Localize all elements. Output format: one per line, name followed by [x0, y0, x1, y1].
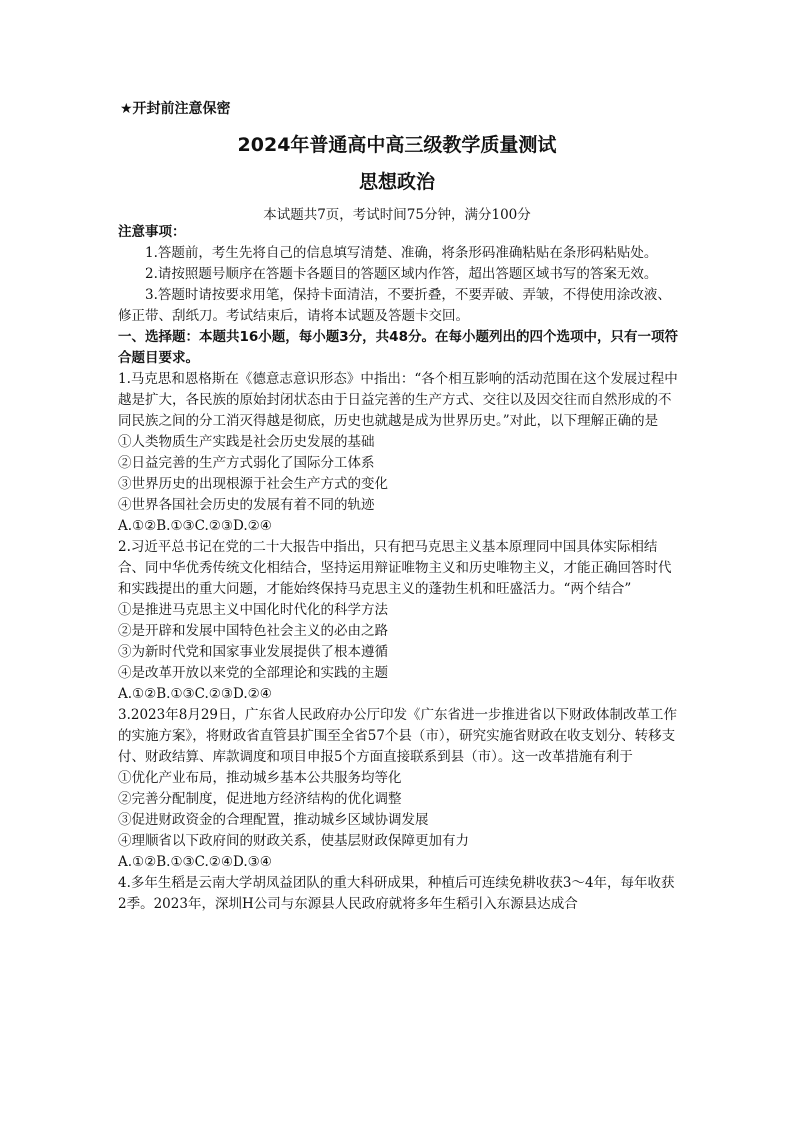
section-heading: 一、选择题：本题共16小题，每小题3分，共48分。在每小题列出的四个选项中，只有一项符合题目要求。 [118, 329, 678, 366]
option-item: ④世界各国社会历史的发展有着不同的轨迹 [118, 497, 375, 513]
question-stem: 2.习近平总书记在党的二十大报告中指出，只有把马克思主义基本原理同中国具体实际相结合、同中华优秀传统文化相结合，坚持运用辩证唯物主义和历史唯物主义，才能正确回答时代和实践提出的重大问题，才能始终保持马克思主义的蓬勃生机和旺盛活力。“两个结合” [118, 539, 672, 597]
answer-choices: A.①②B.①③C.②③D.②④ [118, 518, 272, 534]
question-4 [118, 873, 682, 915]
question-stem: 1.马克思和恩格斯在《德意志意识形态》中指出：“各个相互影响的活动范围在这个发展过程中越是扩大，各民族的原始封闭状态由于日益完善的生产方式、交往以及因交往而自然形成的不同民族之间的分工消灭得越是彻底，历史也就越是成为世界历史。”对此，以下理解正确的是 [118, 371, 678, 429]
question-stem: 4.多年生稻是云南大学胡凤益团队的重大科研成果，种植后可连续免耕收获3～4年，每年收获2季。2023年，深圳H公司与东源县人民政府就将多年生稻引入东源县达成合 [118, 875, 675, 912]
subject-title: 思想政治 [358, 171, 435, 193]
question-1 [118, 369, 682, 537]
question-stem: 3.2023年8月29日，广东省人民政府办公厅印发《广东省进一步推进省以下财政体制改革工作的实施方案》，将财政省直管县扩围至全省57个县（市），研究实施省财政在收支划分、转移支付、财政结算、库款调度和项目申报5个方面直接联系到县（市）。这一改革措施有利于 [118, 707, 678, 765]
answer-choices: A.①②B.①③C.②③D.②④ [118, 686, 272, 702]
option-item: ①人类物质生产实践是社会历史发展的基础 [118, 434, 375, 450]
option-item: ②日益完善的生产方式弱化了国际分工体系 [118, 455, 375, 471]
option-item: ①是推进马克思主义中国化时代化的科学方法 [118, 602, 388, 618]
option-item: ③促进财政资金的合理配置，推动城乡区域协调发展 [118, 812, 429, 828]
option-item: ②完善分配制度，促进地方经济结构的优化调整 [118, 791, 402, 807]
question-2 [118, 537, 682, 705]
confidential-notice: ★开封前注意保密 [120, 101, 231, 117]
option-item: ①优化产业布局，推动城乡基本公共服务均等化 [118, 770, 402, 786]
option-item: ④是改革开放以来党的全部理论和实践的主题 [118, 665, 388, 681]
option-item: ②是开辟和发展中国特色社会主义的必由之路 [118, 623, 388, 639]
exam-title: 2024年普通高中高三级教学质量测试 [237, 134, 557, 156]
exam-content [118, 222, 682, 915]
exam-info: 本试题共7页，考试时间75分钟，满分100分 [263, 207, 531, 223]
answer-choices: A.①②B.①③C.②④D.③④ [118, 854, 272, 870]
note-item: 2.请按照题号顺序在答题卡各题目的答题区域内作答，超出答题区域书写的答案无效。 [145, 266, 658, 282]
option-item: ④理顺省以下政府间的财政关系，使基层财政保障更加有力 [118, 833, 469, 849]
question-3 [118, 705, 682, 873]
note-item: 1.答题前，考生先将自己的信息填写清楚、准确，将条形码准确粘贴在条形码粘贴处。 [145, 245, 658, 261]
notes-heading: 注意事项： [118, 224, 186, 240]
note-item: 3.答题时请按要求用笔，保持卡面清洁，不要折叠，不要弄破、弄皱，不得使用涂改液、修正带、刮纸刀。考试结束后，请将本试题及答题卡交回。 [118, 287, 671, 324]
option-item: ③世界历史的出现根源于社会生产方式的变化 [118, 476, 388, 492]
option-item: ③为新时代党和国家事业发展提供了根本遵循 [118, 644, 388, 660]
